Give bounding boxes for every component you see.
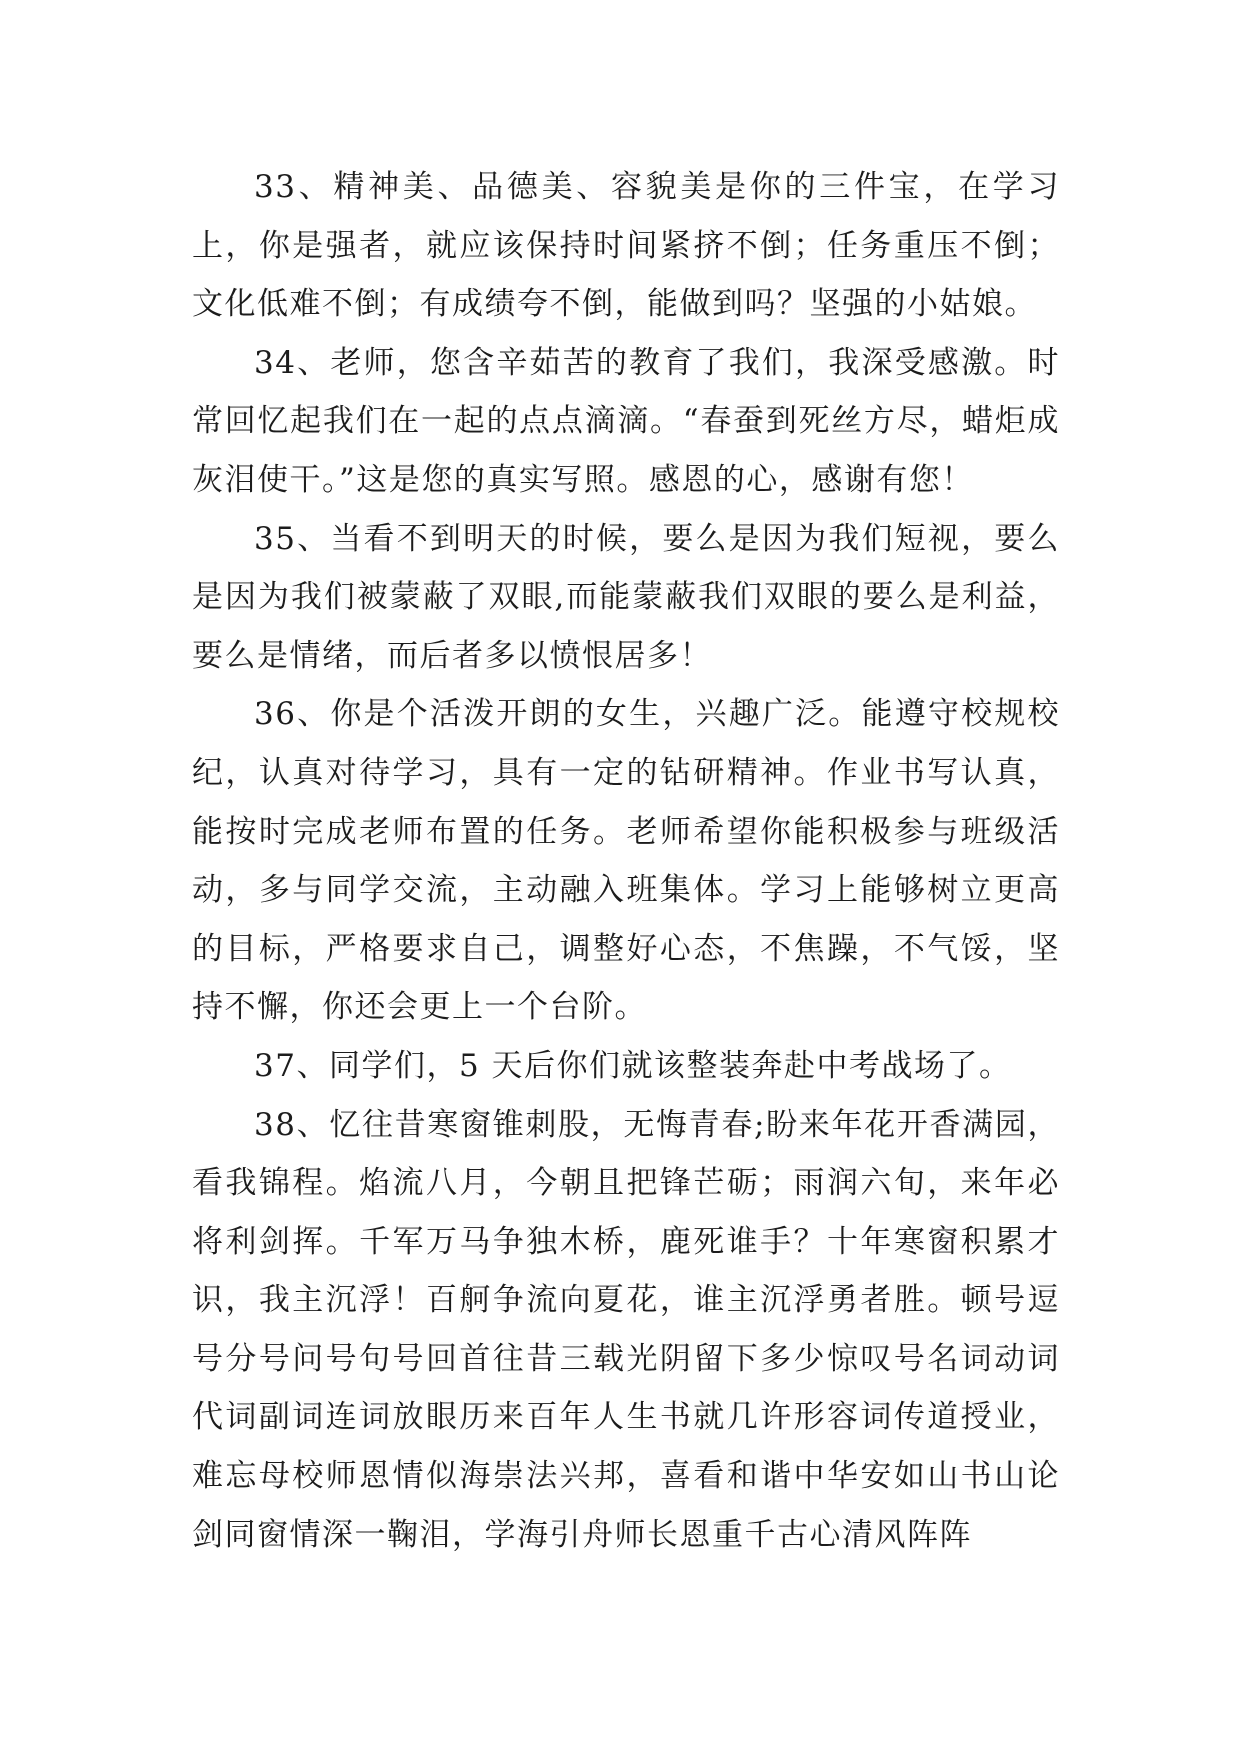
paragraph-35: 35、当看不到明天的时候，要么是因为我们短视，要么是因为我们被蒙蔽了双眼,而能蒙蔽我们双眼的要么是利益，要么是情绪，而后者多以愤恨居多！ (192, 520, 1060, 674)
paragraph-34: 34、老师，您含辛茹苦的教育了我们，我深受感激。时常回忆起我们在一起的点点滴滴。“春蚕到死丝方尽，蜡炬成灰泪使干。”这是您的真实写照。感恩的心，感谢有您！ (192, 344, 1060, 498)
paragraph-37: 37、同学们，5 天后你们就该整装奔赴中考战场了。 (254, 1047, 1012, 1084)
document-body (192, 158, 1060, 1564)
paragraph-33: 33、精神美、品德美、容貌美是你的三件宝，在学习上，你是强者，就应该保持时间紧挤不倒；任务重压不倒；文化低难不倒；有成绩夸不倒，能做到吗？坚强的小姑娘。 (192, 169, 1060, 323)
paragraph-36: 36、你是个活泼开朗的女生，兴趣广泛。能遵守校规校纪，认真对待学习，具有一定的钻研精神。作业书写认真，能按时完成老师布置的任务。老师希望你能积极参与班级活动，多与同学交流，主动融入班集体。学习上能够树立更高的目标，严格要求自己，调整好心态，不焦躁，不气馁，坚持不懈，你还会更上一个台阶。 (192, 696, 1060, 1026)
paragraph-38: 38、忆往昔寒窗锥刺股，无悔青春;盼来年花开香满园，看我锦程。焰流八月，今朝且把锋芒砺；雨润六旬，来年必将利剑挥。千军万马争独木桥，鹿死谁手？十年寒窗积累才识，我主沉浮！百舸争流向夏花，谁主沉浮勇者胜。顿号逗号分号问号句号回首往昔三载光阴留下多少惊叹号名词动词代词副词连词放眼历来百年人生书就几许形容词传道授业，难忘母校师恩情似海崇法兴邦，喜看和谐中华安如山书山论剑同窗情深一鞠泪，学海引舟师长恩重千古心清风阵阵 (192, 1106, 1060, 1553)
